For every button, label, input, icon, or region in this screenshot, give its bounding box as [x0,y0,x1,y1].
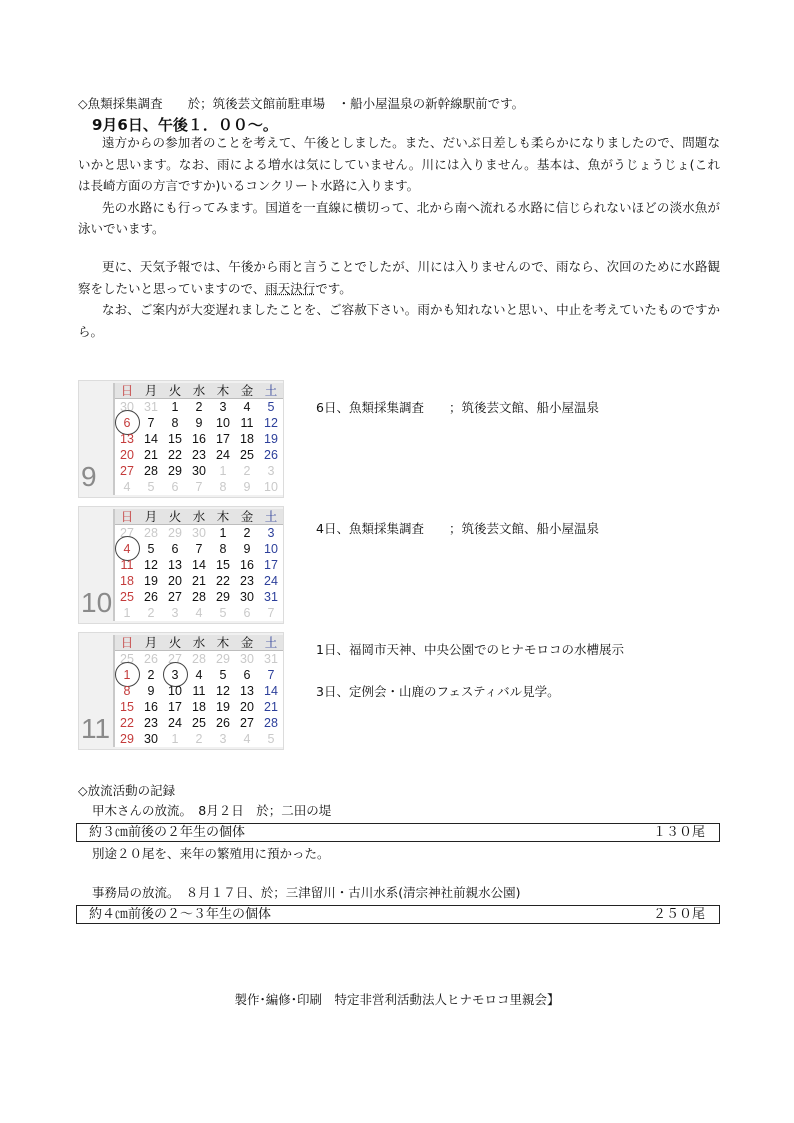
calendar-day: 18 [192,700,206,714]
calendar-week-row [115,683,283,699]
calendar-day: 3 [171,606,179,620]
calendar-day: 10 [264,542,278,556]
calendar-day: 13 [240,684,254,698]
weekday-label: 水 [187,635,211,651]
calendar-week-row [115,715,283,731]
calendar-week-row [115,463,283,479]
calendar-day: 3 [219,732,227,746]
calendar-day: 10 [168,684,182,698]
calendar-day: 8 [219,480,227,494]
calendar-week-row [115,541,283,557]
calendar-day: 5 [147,480,155,494]
calendar-week-row [115,399,283,415]
calendar-week-row [115,479,283,495]
calendar-day: 16 [240,558,254,572]
calendar-day: 7 [195,542,203,556]
calendar-day: 30 [144,732,158,746]
calendar-day: 5 [267,732,275,746]
release-entry-2-count: ２５０尾 [652,907,705,922]
calendar-day: 4 [195,606,203,620]
calendar-day: 24 [216,448,230,462]
calendar-day: 30 [192,464,206,478]
calendar-day: 5 [147,542,155,556]
release-section-title: ◇放流活動の記録 [78,783,176,798]
calendar-day: 9 [195,416,203,430]
weekday-label: 日 [115,509,139,525]
calendar-day: 6 [171,480,179,494]
event-description [78,132,720,240]
calendar-day: 1 [171,400,179,414]
calendar-day: 31 [144,400,158,414]
calendar-day: 5 [267,400,275,414]
calendar-week-row [115,699,283,715]
month-number: 11 [81,713,111,744]
calendar-day: 26 [264,448,278,462]
calendar-day: 9 [147,684,155,698]
weekday-label: 水 [187,383,211,399]
calendar-day: 1 [219,464,227,478]
calendar-november [78,632,284,750]
calendar-day: 8 [123,684,131,698]
calendar-day: 16 [144,700,158,714]
calendar-day: 26 [144,652,158,666]
calendar-day: 4 [115,541,139,557]
calendar-day: 23 [192,448,206,462]
release-entry-1-heading: 甲木さんの放流。 8月２日 於；二田の堤 [92,803,332,818]
release-entry-2-description: 約４㎝前後の２～３年生の個体 [89,907,272,922]
calendar-day: 9 [243,480,251,494]
calendar-week-row [115,667,283,683]
weekday-label: 月 [139,509,163,525]
calendar-day: 26 [216,716,230,730]
footer-credit: 製作･編修･印刷 特定非営利活動法人ヒナモロコ里親会】 [234,992,560,1007]
calendar-day: 27 [168,652,182,666]
calendar-day: 13 [168,558,182,572]
calendar-day: 2 [147,668,155,682]
calendar-september [78,380,284,498]
weekday-label: 金 [235,383,259,399]
calendar-day: 16 [192,432,206,446]
calendar-day: 21 [144,448,158,462]
weekday-label: 火 [163,509,187,525]
weekday-header [115,383,283,399]
weekday-header [115,635,283,651]
paragraph-2: 先の水路にも行ってみます。国道を一直線に横切って、北から南へ流れる水路に信じられないほどの淡水魚が泳いでいます。 [78,199,720,236]
weekday-label: 金 [235,509,259,525]
calendar-week-row [115,557,283,573]
calendar-day: 31 [264,590,278,604]
release-entry-2-heading: 事務局の放流。 ８月１７日、於；三津留川・古川水系(清宗神社前親水公園) [92,885,521,900]
calendar-day: 21 [192,574,206,588]
calendar-day: 7 [195,480,203,494]
calendar-day: 4 [195,668,203,682]
calendar-day: 2 [195,400,203,414]
calendar-day: 25 [192,716,206,730]
calendar-day: 7 [147,416,155,430]
calendar-day: 14 [144,432,158,446]
weekday-label: 土 [259,383,283,399]
paragraph-3: 更に、天気予報では、午後から雨と言うことでしたが、川には入りませんので、雨なら、次回のために水路観察をしたいと思っていますので、雨天決行です。 [78,259,720,296]
calendar-day: 3 [219,400,227,414]
calendar-day: 6 [243,606,251,620]
calendar-day: 14 [192,558,206,572]
calendar-day: 29 [216,590,230,604]
calendar-day: 18 [240,432,254,446]
release-entry-1-note: 別途２０尾を、来年の繁殖用に預かった。 [92,846,330,861]
weekday-label: 火 [163,383,187,399]
calendar-day: 4 [243,400,251,414]
calendar-day: 27 [240,716,254,730]
calendar-day: 19 [264,432,278,446]
calendar-day: 3 [163,667,187,683]
calendar-day: 11 [192,684,206,698]
calendar-day: 15 [216,558,230,572]
calendar-day: 31 [264,652,278,666]
calendar-day: 1 [219,526,227,540]
month-number: 10 [81,587,113,618]
weekday-label: 木 [211,635,235,651]
calendar-week-row [115,447,283,463]
calendar-day: 3 [267,464,275,478]
calendar-day: 2 [147,606,155,620]
calendar-day: 27 [120,464,134,478]
calendar-day: 25 [240,448,254,462]
calendar-week-row [115,415,283,431]
calendar-day: 1 [171,732,179,746]
calendar-day: 28 [192,590,206,604]
calendar-day: 22 [216,574,230,588]
calendar-day: 6 [171,542,179,556]
calendar-day: 27 [120,526,134,540]
calendar-day: 12 [216,684,230,698]
calendar-day: 29 [168,526,182,540]
calendar-day: 30 [192,526,206,540]
calendar-week-row [115,731,283,747]
calendar-day: 28 [192,652,206,666]
calendar-day: 28 [264,716,278,730]
event-title-line: ◇魚類採集調査 於；筑後芸文館前駐車場 ・船小屋温泉の新幹線駅前です。 [78,96,525,111]
calendar-day: 26 [144,590,158,604]
calendar-day: 8 [219,542,227,556]
calendar-note-september: 6日、魚類採集調査 ；筑後芸文館、船小屋温泉 [316,400,599,415]
calendar-day: 20 [168,574,182,588]
calendar-day: 25 [120,652,134,666]
release-entry-1-box [76,823,720,842]
event-date-heading: 9月6日、午後１．００～。 [92,116,278,134]
weekday-header [115,509,283,525]
calendar-grid [113,509,283,621]
calendar-day: 13 [120,432,134,446]
calendar-day: 17 [168,700,182,714]
calendar-day: 27 [168,590,182,604]
weekday-label: 月 [139,635,163,651]
calendar-week-row [115,431,283,447]
event-description-2 [78,256,720,342]
calendar-grid [113,635,283,747]
calendar-day: 30 [240,590,254,604]
calendar-day: 10 [264,480,278,494]
calendar-day: 23 [144,716,158,730]
calendar-day: 19 [216,700,230,714]
calendar-day: 29 [168,464,182,478]
weekday-label: 日 [115,635,139,651]
calendar-day: 11 [120,558,134,572]
calendar-day: 2 [243,464,251,478]
calendar-day: 15 [168,432,182,446]
calendar-day: 7 [267,606,275,620]
calendar-day: 29 [120,732,134,746]
calendar-day: 2 [243,526,251,540]
weekday-label: 木 [211,509,235,525]
paragraph-4: なお、ご案内が大変遅れましたことを、ご容赦下さい。雨かも知れないと思い、中止を考えていたものですから。 [78,302,720,339]
calendar-day: 5 [219,668,227,682]
calendar-day: 9 [243,542,251,556]
calendar-day: 24 [168,716,182,730]
calendar-day: 6 [243,668,251,682]
calendar-day: 29 [216,652,230,666]
release-entry-1-description: 約３㎝前後の２年生の個体 [89,825,246,840]
calendar-day: 20 [240,700,254,714]
month-number: 9 [81,461,97,492]
calendar-day: 1 [123,606,131,620]
calendar-october [78,506,284,624]
calendar-day: 14 [264,684,278,698]
calendar-week-row [115,651,283,667]
calendar-day: 1 [115,667,139,683]
calendar-day: 17 [216,432,230,446]
calendar-note-november-2: 3日、定例会・山鹿のフェスティバル見学。 [316,684,560,699]
calendar-day: 15 [120,700,134,714]
release-entry-1-count: １３０尾 [652,825,705,840]
release-entry-2-box [76,905,720,924]
calendar-note-november-1: 1日、福岡市天神、中央公園でのヒナモロコの水槽展示 [316,642,624,657]
calendar-day: 12 [264,416,278,430]
calendar-day: 28 [144,526,158,540]
weekday-label: 火 [163,635,187,651]
weekday-label: 水 [187,509,211,525]
calendar-week-row [115,525,283,541]
calendar-week-row [115,605,283,621]
calendar-day: 22 [120,716,134,730]
calendar-day: 4 [243,732,251,746]
calendar-day: 20 [120,448,134,462]
calendar-day: 6 [115,415,139,431]
calendar-day: 25 [120,590,134,604]
weekday-label: 木 [211,383,235,399]
calendar-week-row [115,589,283,605]
calendar-day: 12 [144,558,158,572]
calendar-day: 5 [219,606,227,620]
rain-or-shine-text: 雨天決行 [265,280,316,296]
calendar-day: 30 [240,652,254,666]
weekday-label: 土 [259,635,283,651]
calendar-day: 10 [216,416,230,430]
weekday-label: 土 [259,509,283,525]
calendar-week-row [115,573,283,589]
weekday-label: 日 [115,383,139,399]
calendar-day: 4 [123,480,131,494]
weekday-label: 月 [139,383,163,399]
calendar-day: 3 [267,526,275,540]
calendar-day: 18 [120,574,134,588]
weekday-label: 金 [235,635,259,651]
calendar-day: 11 [240,416,254,430]
calendar-day: 24 [264,574,278,588]
calendar-day: 8 [171,416,179,430]
calendar-grid [113,383,283,495]
calendar-day: 28 [144,464,158,478]
calendar-day: 22 [168,448,182,462]
calendar-day: 2 [195,732,203,746]
calendar-day: 30 [120,400,134,414]
calendar-day: 23 [240,574,254,588]
calendar-day: 7 [267,668,275,682]
calendar-day: 21 [264,700,278,714]
calendar-day: 19 [144,574,158,588]
calendar-day: 17 [264,558,278,572]
paragraph-1: 遠方からの参加者のことを考えて、午後としました。また、だいぶ日差しも柔らかになりましたので、問題ないかと思います。なお、雨による増水は気にしていません。川には入りません。基本は、魚がうじょうじょ(これは長崎方面の方言ですか)いるコンクリート水路に入ります。 [78,135,720,193]
calendar-note-october: 4日、魚類採集調査 ；筑後芸文館、船小屋温泉 [316,521,599,536]
